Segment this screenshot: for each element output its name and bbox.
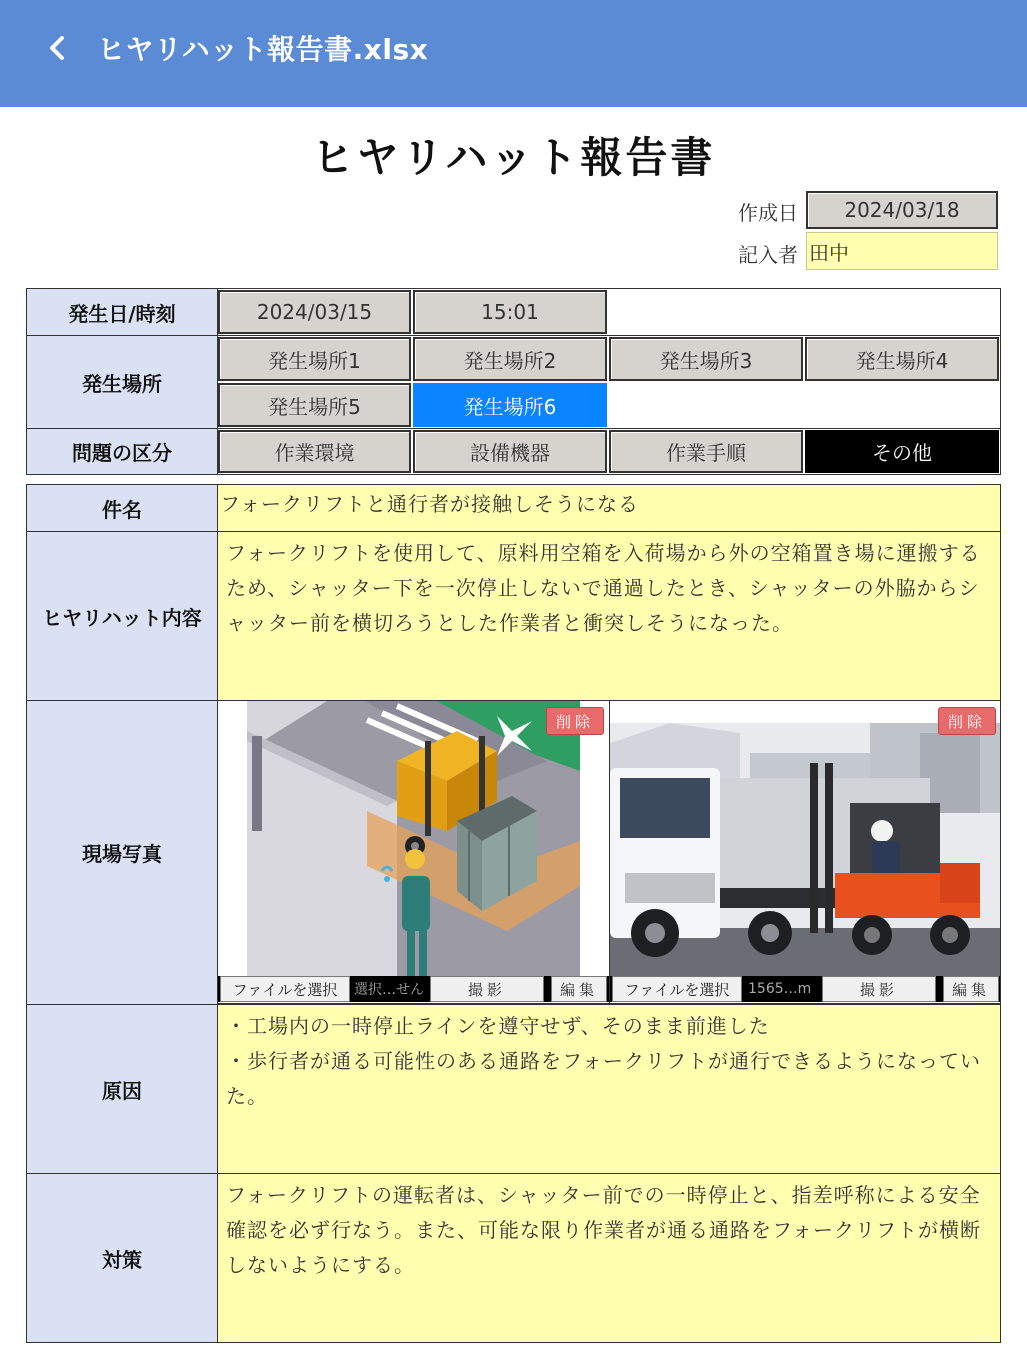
app-header xyxy=(0,0,1027,107)
category-option-other-selected[interactable]: その他 xyxy=(805,430,999,473)
subject-field[interactable] xyxy=(217,484,1001,532)
category-option-environment[interactable]: 作業環境 xyxy=(218,430,411,473)
subject-text: フォークリフトと通行者が接触しそうになる xyxy=(220,492,639,516)
location-label: 発生場所 xyxy=(26,335,218,429)
cause-line-1: ・工場内の一時停止ラインを遵守せず、そのまま前進した xyxy=(226,1014,770,1038)
back-chevron-icon[interactable] xyxy=(40,26,76,70)
cause-label: 原因 xyxy=(26,1004,218,1174)
location-option-2[interactable]: 発生場所2 xyxy=(413,337,607,381)
created-date-field[interactable]: 2024/03/18 xyxy=(806,191,998,229)
photo-2-file-name: 1565…m xyxy=(748,981,812,997)
subject-label: 件名 xyxy=(26,484,218,532)
document-title: ヒヤリハット報告書 xyxy=(311,133,716,182)
photo-2-shoot-button[interactable]: 撮影 xyxy=(822,976,936,1002)
writer-field[interactable]: 田中 xyxy=(806,232,998,270)
location-option-3[interactable]: 発生場所3 xyxy=(609,337,803,381)
photo-cell-2 xyxy=(609,700,1001,1004)
incident-text: フォークリフトを使用して、原料用空箱を入荷場から外の空箱置き場に運搬するため、シャッター下を一次停止しないで通過したとき、シャッターの外脇からシャッター前を横切ろうとした作業者と衝突しそうになった。 xyxy=(226,541,981,635)
location-option-1[interactable]: 発生場所1 xyxy=(218,337,411,381)
countermeasure-text: フォークリフトの運転者は、シャッター前での一時停止と、指差呼称による安全確認を必ず行なう。また、可能な限り作業者が通る通路をフォークリフトが横断しないようにする。 xyxy=(226,1183,981,1277)
countermeasure-field[interactable] xyxy=(217,1173,1001,1343)
category-option-equipment[interactable]: 設備機器 xyxy=(413,430,607,473)
location-option-4[interactable]: 発生場所4 xyxy=(805,337,999,381)
photo-2-file-select-button[interactable]: ファイルを選択 xyxy=(612,976,742,1002)
writer-label: 記入者 xyxy=(738,243,798,267)
location-option-5[interactable]: 発生場所5 xyxy=(218,383,411,427)
cause-line-2: ・歩行者が通る可能性のある通路をフォークリフトが通行できるようになっていた。 xyxy=(226,1049,981,1108)
photo-forklift-illustration xyxy=(247,701,580,976)
cause-field[interactable] xyxy=(217,1004,1001,1174)
occurrence-time-field[interactable]: 15:01 xyxy=(413,290,607,334)
photo-1-file-select-button[interactable]: ファイルを選択 xyxy=(220,976,350,1002)
countermeasure-label: 対策 xyxy=(26,1173,218,1343)
occurrence-label: 発生日/時刻 xyxy=(26,288,218,336)
photo-2-edit-button[interactable]: 編集 xyxy=(943,976,999,1002)
incident-label: ヒヤリハット内容 xyxy=(26,531,218,701)
photo-cell-1 xyxy=(217,700,610,1004)
file-title: ヒヤリハット報告書.xlsx xyxy=(97,33,429,66)
category-option-procedure[interactable]: 作業手順 xyxy=(609,430,803,473)
incident-field[interactable] xyxy=(217,531,1001,701)
photos-label: 現場写真 xyxy=(26,700,218,1005)
location-option-6-selected[interactable]: 発生場所6 xyxy=(413,383,607,427)
photo-1-delete-button[interactable]: 削除 xyxy=(546,707,604,735)
created-date-label: 作成日 xyxy=(738,201,798,225)
occurrence-date-field[interactable]: 2024/03/15 xyxy=(218,290,411,334)
photo-1-file-name: 選択…せん xyxy=(354,982,424,998)
category-label: 問題の区分 xyxy=(26,428,218,475)
photo-1-shoot-button[interactable]: 撮影 xyxy=(430,976,544,1002)
photo-truck-forklift xyxy=(610,723,1000,976)
photo-2-delete-button[interactable]: 削除 xyxy=(938,707,996,735)
photo-1-edit-button[interactable]: 編集 xyxy=(551,976,607,1002)
